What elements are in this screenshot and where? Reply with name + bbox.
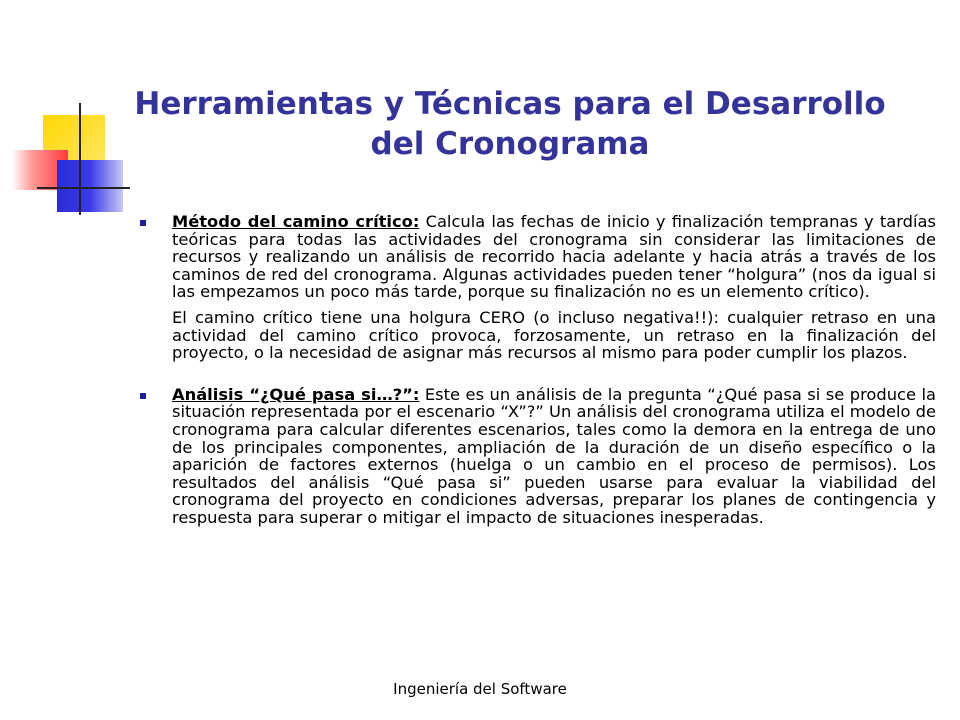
logo-blue-square xyxy=(57,160,123,212)
square-bullet-icon xyxy=(140,220,146,226)
bullet-paragraph xyxy=(172,386,936,527)
bullet-paragraph xyxy=(172,213,936,301)
footer-text: Ingeniería del Software xyxy=(393,680,567,698)
logo-vertical-line xyxy=(79,103,81,215)
bullet-term: Método del camino crítico: xyxy=(172,212,420,231)
bullet-item-what-if xyxy=(140,386,936,527)
slide-content xyxy=(140,213,936,527)
title-line-2: del Cronograma xyxy=(370,126,650,162)
title-line-1: Herramientas y Técnicas para el Desarrollo xyxy=(134,86,886,122)
bullet-extra-paragraph: El camino crítico tiene una holgura CERO (o incluso negativa!!): cualquier retraso en una actividad del camino crítico provoca, forzosamente, un retraso en la finalización del proyecto, o la necesidad de asignar más recursos al mismo para poder cumplir los plazos. xyxy=(172,307,936,363)
page-title xyxy=(100,84,920,164)
square-bullet-icon xyxy=(140,393,146,399)
bullet-item-critical-path xyxy=(140,213,936,362)
bullet-term: Análisis “¿Qué pasa si…?”: xyxy=(172,384,420,404)
bullet-text: Calcula las fechas de inicio y finalización tempranas y tardías teóricas para todas las actividades del cronograma sin considerar las limitaciones de recursos y realizando un análisis de recorrido hacia adelante y hacia atrás a través de los caminos de red del cronograma. Algunas actividades pueden tener “holgura” (nos da igual si las empezamos un poco más tarde, porque su finalización no es un elemento crítico). xyxy=(172,212,936,302)
bullet-text: Este es un análisis de la pregunta “¿Qué pasa si se produce la situación representada por el escenario “X”?” Un análisis del cronograma utiliza el modelo de cronograma para calcular diferentes escenarios, tales como la demora en la entrega de uno de los principales componentes, ampliación de la duración de un diseño específico o la aparición de factores externos (huelga o un cambio en el proceso de permisos). Los resultados del análisis “Qué pasa si” pueden usarse para evaluar la viabilidad del cronograma del proyecto en condiciones adversas, preparar los planes de contingencia y respuesta para superar o mitigar el impacto de situaciones inesperadas. xyxy=(172,384,937,527)
logo-horizontal-line xyxy=(37,187,130,189)
